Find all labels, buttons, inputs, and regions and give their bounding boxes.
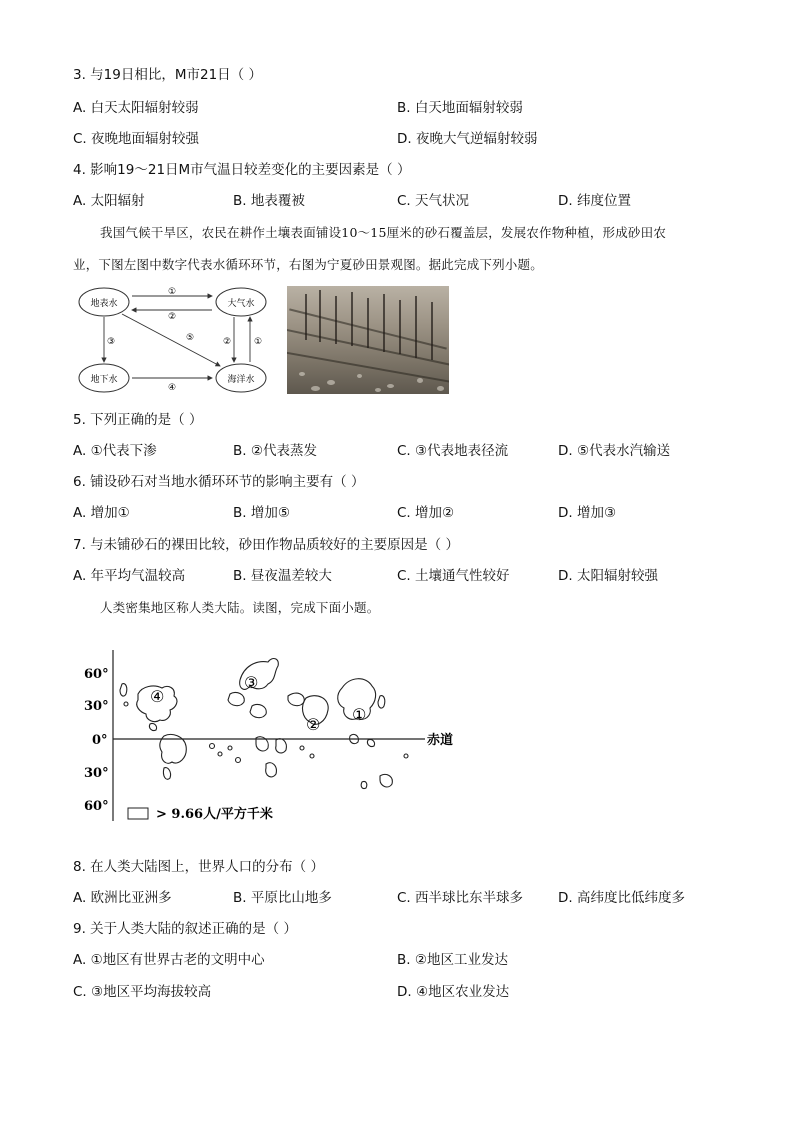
legend-label: > 9.66人/平方千米 (156, 807, 273, 822)
q6-option-c: C. 增加② (397, 505, 455, 521)
dot-8 (124, 702, 128, 706)
q6-option-a: A. 增加① (73, 505, 130, 521)
dot-2 (218, 752, 222, 756)
passage-sand-field-line1: 我国气候干旱区，农民在耕作土壤表面铺设10～15厘米的砂石覆盖层，发展农作物种植，形成砂田农 (100, 225, 667, 240)
region-europe-2 (228, 692, 244, 705)
q5-stem: 5. 下列正确的是（ ） (73, 412, 203, 428)
dot-6 (310, 754, 314, 758)
q3-option-c: C. 夜晚地面辐射较强 (73, 131, 200, 147)
legend-swatch (128, 808, 148, 819)
region-sa-south (163, 768, 170, 780)
region-africa-east (276, 739, 287, 753)
q8-option-d: D. 高纬度比低纬度多 (558, 890, 685, 906)
label-n1-right: ① (253, 337, 263, 347)
q5-option-d: D. ⑤代表水汽输送 (558, 443, 671, 459)
label-n2-top: ② (167, 312, 177, 322)
dot-3 (228, 746, 232, 750)
dot-4 (236, 758, 241, 763)
q9-option-c: C. ③地区平均海拔较高 (73, 984, 212, 1000)
q6-option-d: D. 增加③ (558, 505, 617, 521)
q3-option-b: B. 白天地面辐射较弱 (397, 100, 523, 116)
q7-option-d: D. 太阳辐射较强 (558, 568, 658, 584)
water-cycle-diagram (78, 284, 278, 396)
region-australia (380, 774, 392, 787)
region-australia-small (361, 781, 367, 788)
region-africa-north (250, 704, 266, 717)
label-n4: ④ (167, 383, 177, 393)
q5-option-a: A. ①代表下渗 (73, 443, 157, 459)
lat-30n-label: 30° (84, 699, 109, 714)
lat-60n-label: 60° (84, 667, 109, 682)
label-n1-top: ① (167, 287, 177, 297)
q3-option-a: A. 白天太阳辐射较弱 (73, 100, 199, 116)
label-n3: ③ (106, 337, 116, 347)
q5-option-b: B. ②代表蒸发 (233, 443, 317, 459)
q8-option-a: A. 欧洲比亚洲多 (73, 890, 172, 906)
region-label-2: ② (306, 715, 321, 734)
equator-label: 赤道 (427, 733, 454, 748)
q3-stem: 3. 与19日相比，M市21日（ ） (73, 67, 262, 83)
q6-option-b: B. 增加⑤ (233, 505, 290, 521)
dot-1 (210, 744, 215, 749)
region-japan (378, 696, 385, 708)
q6-stem: 6. 铺设砂石对当地水循环环节的影响主要有（ ） (73, 474, 365, 490)
lat-60s-label: 60° (84, 799, 109, 814)
q5-option-c: C. ③代表地表径流 (397, 443, 509, 459)
q9-stem: 9. 关于人类大陆的叙述正确的是（ ） (73, 921, 297, 937)
q8-option-c: C. 西半球比东半球多 (397, 890, 524, 906)
region-sea-2 (367, 739, 374, 746)
ground-water-label: 地下水 (90, 375, 118, 385)
q4-option-b: B. 地表覆被 (233, 193, 305, 209)
q3-option-d: D. 夜晚大气逆辐射较弱 (397, 131, 538, 147)
q7-stem: 7. 与未铺砂石的裸田比较，砂田作物品质较好的主要原因是（ ） (73, 537, 459, 553)
region-label-1: ① (352, 705, 367, 724)
q8-option-b: B. 平原比山地多 (233, 890, 332, 906)
ocean-water-label: 海洋水 (227, 375, 255, 385)
atmosphere-water-label: 大气水 (227, 299, 255, 309)
q4-option-a: A. 太阳辐射 (73, 193, 145, 209)
q4-option-c: C. 天气状况 (397, 193, 470, 209)
dot-7 (404, 754, 408, 758)
lat-0-label: 0° (92, 733, 108, 748)
q7-option-a: A. 年平均气温较高 (73, 568, 186, 584)
q4-stem: 4. 影响19～21日M市气温日较差变化的主要因素是（ ） (73, 162, 411, 178)
region-na-west-coast (120, 684, 127, 696)
q4-option-d: D. 纬度位置 (558, 193, 631, 209)
sand-field-photo (287, 286, 449, 394)
q9-option-b: B. ②地区工业发达 (397, 952, 508, 968)
lat-30s-label: 30° (84, 766, 109, 781)
region-africa-south (266, 763, 277, 777)
label-n2-right: ② (222, 337, 232, 347)
q9-option-d: D. ④地区农业发达 (397, 984, 510, 1000)
region-na-small-1 (149, 723, 156, 730)
label-n5: ⑤ (185, 333, 195, 343)
passage-human-continent: 人类密集地区称人类大陆。读图，完成下面小题。 (100, 600, 380, 615)
q7-option-b: B. 昼夜温差较大 (233, 568, 332, 584)
q8-stem: 8. 在人类大陆图上，世界人口的分布（ ） (73, 859, 324, 875)
surface-water-label: 地表水 (90, 299, 118, 309)
q9-option-a: A. ①地区有世界古老的文明中心 (73, 952, 265, 968)
q7-option-c: C. 土壤通气性较好 (397, 568, 510, 584)
region-label-3: ③ (244, 673, 259, 692)
region-label-4: ④ (150, 687, 165, 706)
dot-5 (300, 746, 304, 750)
passage-sand-field-line2: 业，下图左图中数字代表水循环环节，右图为宁夏砂田景观图。据此完成下列小题。 (73, 257, 543, 272)
human-continent-map (80, 636, 460, 836)
region-middle-east (288, 693, 304, 706)
